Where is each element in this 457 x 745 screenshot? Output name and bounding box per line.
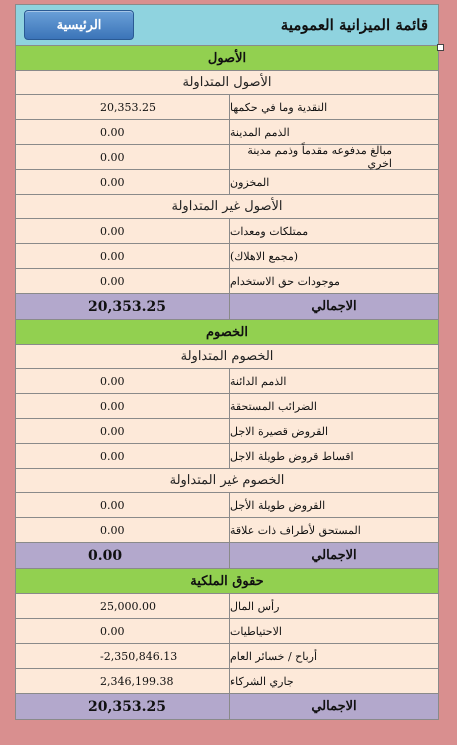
cell-label[interactable]: القروض طويلة الأجل <box>230 498 326 512</box>
table-row <box>15 394 439 419</box>
cell-label[interactable]: اقساط قروض طويلة الاجل <box>230 449 354 463</box>
liabilities-section-header: الخصوم <box>15 320 439 345</box>
cell-value[interactable]: 0.00 <box>16 244 230 268</box>
cell-value[interactable]: 0.00 <box>16 518 230 542</box>
table-row <box>15 219 439 244</box>
balance-sheet <box>15 4 439 720</box>
table-row <box>15 170 439 195</box>
table-row <box>15 594 439 619</box>
current-liabilities-subheader: الخصوم المتداولة <box>15 345 439 369</box>
cell-label[interactable]: مبالغ مدفوعه مقدماً وذمم مدينة اخري <box>247 144 392 170</box>
cell-label[interactable]: الذمم المدينة <box>230 125 290 139</box>
cell-value[interactable]: 0.00 <box>16 269 230 293</box>
page-title: قائمة الميزانية العمومية <box>280 16 428 34</box>
table-row <box>15 244 439 269</box>
assets-section-header: الأصول <box>15 46 439 71</box>
table-row <box>15 419 439 444</box>
cell-value[interactable]: 0.00 <box>16 444 230 468</box>
noncurrent-assets-subheader: الأصول غير المتداولة <box>15 195 439 219</box>
cell-label[interactable]: الضرائب المستحقة <box>230 399 317 413</box>
cell-value[interactable]: 0.00 <box>16 170 230 194</box>
cell-label[interactable]: المستحق لأطراف ذات علاقة <box>230 523 361 537</box>
cell-value[interactable]: 0.00 <box>16 369 230 393</box>
selection-handle[interactable] <box>437 44 444 51</box>
table-row <box>15 269 439 294</box>
cell-value[interactable]: 2,346,199.38 <box>16 669 230 693</box>
table-row <box>15 518 439 543</box>
table-row <box>15 369 439 394</box>
cell-label[interactable]: القروض قصيرة الاجل <box>230 424 329 438</box>
total-value[interactable]: 20,353.25 <box>16 294 230 319</box>
assets-total-row <box>15 294 439 320</box>
cell-value[interactable]: 0.00 <box>16 619 230 643</box>
cell-value[interactable]: 0.00 <box>16 394 230 418</box>
cell-label[interactable]: الذمم الدائنة <box>230 374 287 388</box>
table-row <box>15 444 439 469</box>
total-label[interactable]: الاجمالي <box>311 699 357 714</box>
cell-value[interactable]: 0.00 <box>16 120 230 144</box>
cell-value[interactable]: 0.00 <box>16 419 230 443</box>
cell-label[interactable]: المخزون <box>230 175 270 189</box>
total-value[interactable]: 0.00 <box>16 543 230 568</box>
noncurrent-liabilities-subheader: الخصوم غير المتداولة <box>15 469 439 493</box>
equity-section-header: حقوق الملكية <box>15 569 439 594</box>
cell-label[interactable]: جاري الشركاء <box>230 674 294 688</box>
cell-value[interactable]: 0.00 <box>16 145 230 169</box>
cell-value[interactable]: 25,000.00 <box>16 594 230 618</box>
cell-label[interactable]: النقدية وما في حكمها <box>230 100 328 114</box>
table-row <box>15 669 439 694</box>
table-row <box>15 145 439 170</box>
total-value[interactable]: 20,353.25 <box>16 694 230 719</box>
cell-label[interactable]: (مجمع الاهلاك) <box>230 249 299 263</box>
cell-label[interactable]: ممتلكات ومعدات <box>230 224 309 238</box>
cell-label[interactable]: موجودات حق الاستخدام <box>230 274 340 288</box>
home-button[interactable]: الرئيسية <box>24 10 134 40</box>
cell-value[interactable]: 0.00 <box>16 493 230 517</box>
cell-value[interactable]: 0.00 <box>16 219 230 243</box>
total-label[interactable]: الاجمالي <box>311 299 357 314</box>
table-row <box>15 619 439 644</box>
cell-value[interactable]: -2,350,846.13 <box>16 644 230 668</box>
current-assets-subheader: الأصول المتداولة <box>15 71 439 95</box>
table-row <box>15 493 439 518</box>
table-row <box>15 120 439 145</box>
total-label[interactable]: الاجمالي <box>311 548 357 563</box>
cell-label[interactable]: الاحتياطيات <box>230 624 282 638</box>
table-row <box>15 644 439 669</box>
cell-label[interactable]: أرباح / خسائر العام <box>230 649 318 663</box>
table-row <box>15 95 439 120</box>
cell-value[interactable]: 20,353.25 <box>16 95 230 119</box>
cell-label[interactable]: رأس المال <box>230 599 280 613</box>
equity-total-row <box>15 694 439 720</box>
sheet-header <box>15 4 439 46</box>
liabilities-total-row <box>15 543 439 569</box>
